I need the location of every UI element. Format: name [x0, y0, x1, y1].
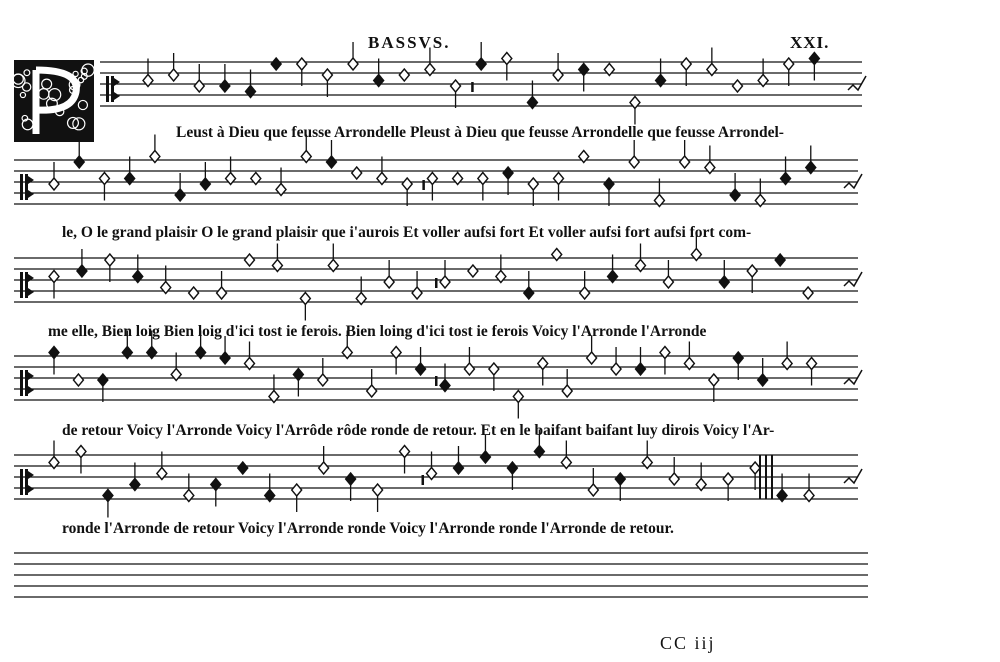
note-head — [189, 287, 199, 299]
note-head — [49, 178, 59, 190]
note-head — [747, 265, 757, 277]
note-head — [552, 249, 562, 261]
note-head — [680, 156, 690, 168]
note-head — [200, 178, 210, 190]
note-head — [804, 490, 814, 502]
note-head — [513, 391, 523, 403]
note-head — [171, 369, 181, 381]
note-head — [750, 462, 760, 474]
note-head — [293, 369, 303, 381]
note-head — [630, 97, 640, 109]
note-head — [681, 58, 691, 70]
note-head — [301, 151, 311, 163]
note-head — [636, 260, 646, 272]
clef-bar — [25, 272, 28, 298]
note-head — [348, 58, 358, 70]
note-head — [425, 64, 435, 76]
note-head — [98, 374, 108, 386]
note-head — [636, 363, 646, 375]
clef-mark — [28, 274, 34, 296]
note-head — [553, 69, 563, 81]
custos-mark — [844, 370, 862, 384]
note-head — [719, 276, 729, 288]
note-head — [579, 64, 589, 76]
rest-mark — [422, 475, 425, 485]
note-head — [105, 254, 115, 266]
note-head — [103, 490, 113, 502]
piece-number: XXI. — [790, 33, 830, 52]
note-head — [194, 80, 204, 92]
note-head — [806, 162, 816, 174]
lyric-line-1: Leust à Dieu que feusse Arrondelle Pleust à Dieu que feusse Arrondelle que feusse Arrondel- — [176, 124, 784, 141]
note-head — [496, 271, 506, 283]
clef-mark — [28, 176, 34, 198]
note-head — [318, 374, 328, 386]
note-head — [271, 58, 281, 70]
note-head — [684, 358, 694, 370]
note-head — [367, 385, 377, 397]
note-head — [276, 184, 286, 196]
note-head — [527, 97, 537, 109]
lyric-line-5: ronde l'Arronde de retour Voicy l'Arronde ronde Voicy l'Arronde ronde l'Arronde de retour. — [62, 520, 674, 537]
clef-bar — [25, 174, 28, 200]
note-head — [660, 347, 670, 359]
note-head — [781, 173, 791, 185]
clef-bar — [25, 469, 28, 495]
clef-mark — [28, 471, 34, 493]
clef-bar — [106, 76, 109, 102]
note-head — [580, 287, 590, 299]
note-head — [269, 391, 279, 403]
note-head — [125, 173, 135, 185]
rest-mark — [422, 180, 425, 190]
note-head — [384, 276, 394, 288]
note-head — [642, 457, 652, 469]
note-head — [391, 347, 401, 359]
note-head — [561, 457, 571, 469]
note-head — [220, 80, 230, 92]
note-head — [122, 347, 132, 359]
note-head — [130, 479, 140, 491]
note-head — [150, 151, 160, 163]
clef-mark — [114, 78, 120, 100]
note-head — [604, 64, 614, 76]
note-head — [451, 80, 461, 92]
note-head — [587, 352, 597, 364]
clef-mark — [28, 372, 34, 394]
note-head — [400, 446, 410, 458]
note-head — [99, 173, 109, 185]
note-head — [49, 457, 59, 469]
note-head — [503, 167, 513, 179]
note-head — [755, 195, 765, 207]
note-head — [342, 347, 352, 359]
note-head — [784, 58, 794, 70]
note-head — [49, 347, 59, 359]
lyric-line-4: de retour Voicy l'Arronde Voicy l'Arrôde rôde ronde de retour. Et en le baifant baifant luy dirois Voicy l'Ar- — [62, 422, 775, 439]
note-head — [807, 358, 817, 370]
note-head — [654, 195, 664, 207]
note-head — [705, 162, 715, 174]
note-head — [346, 473, 356, 485]
note-head — [723, 473, 733, 485]
note-head — [453, 173, 463, 185]
note-head — [196, 347, 206, 359]
clef-bar — [20, 370, 23, 396]
note-head — [528, 178, 538, 190]
voice-part-title: BASSVS. — [368, 33, 451, 52]
note-head — [733, 352, 743, 364]
note-head — [374, 75, 384, 87]
lyric-line-3: me elle, Bien loig Bien loig d'ici tost ie ferois. Bien loing d'ici tost ie ferois Voicy l'Arronde l'Arronde — [48, 323, 707, 340]
note-head — [476, 58, 486, 70]
note-head — [326, 156, 336, 168]
note-head — [709, 374, 719, 386]
note-head — [562, 385, 572, 397]
note-head — [143, 75, 153, 87]
clef-bar — [111, 76, 114, 102]
note-head — [297, 58, 307, 70]
note-head — [322, 69, 332, 81]
note-head — [272, 260, 282, 272]
note-head — [356, 293, 366, 305]
note-head — [73, 374, 83, 386]
note-head — [669, 473, 679, 485]
note-head — [427, 173, 437, 185]
note-head — [588, 484, 598, 496]
note-head — [245, 254, 255, 266]
note-head — [328, 260, 338, 272]
note-head — [502, 53, 512, 65]
note-head — [608, 271, 618, 283]
lyric-line-2: le, O le grand plaisir O le grand plaisir que i'aurois Et voller aufsi fort Et voller aufsi fort aufsi fort com- — [62, 224, 752, 241]
note-head — [265, 490, 275, 502]
note-head — [217, 287, 227, 299]
note-head — [758, 75, 768, 87]
rest-mark — [435, 278, 438, 288]
note-head — [615, 473, 625, 485]
custos-mark — [844, 272, 862, 286]
note-head — [399, 69, 409, 81]
note-head — [157, 468, 167, 480]
note-head — [782, 358, 792, 370]
note-head — [238, 462, 248, 474]
custos-mark — [844, 469, 862, 483]
note-head — [373, 484, 383, 496]
note-head — [464, 363, 474, 375]
clef-bar — [25, 370, 28, 396]
note-head — [427, 468, 437, 480]
note-head — [604, 178, 614, 190]
note-head — [246, 86, 256, 98]
note-head — [292, 484, 302, 496]
note-head — [175, 189, 185, 201]
note-head — [245, 358, 255, 370]
note-head — [74, 156, 84, 168]
note-head — [663, 276, 673, 288]
note-head — [147, 347, 157, 359]
note-head — [524, 287, 534, 299]
custos-mark — [848, 76, 866, 90]
signature-mark: CC iij — [660, 633, 716, 653]
note-head — [468, 265, 478, 277]
note-head — [656, 75, 666, 87]
clef-bar — [20, 174, 23, 200]
note-head — [251, 173, 261, 185]
note-head — [707, 64, 717, 76]
clef-bar — [20, 469, 23, 495]
note-head — [489, 363, 499, 375]
note-head — [76, 446, 86, 458]
rest-mark — [435, 376, 438, 386]
note-head — [611, 363, 621, 375]
note-head — [629, 156, 639, 168]
note-head — [453, 462, 463, 474]
note-head — [691, 249, 701, 261]
note-head — [220, 352, 230, 364]
note-head — [352, 167, 362, 179]
note-head — [803, 287, 813, 299]
note-head — [169, 69, 179, 81]
note-head — [775, 254, 785, 266]
note-head — [402, 178, 412, 190]
note-head — [480, 451, 490, 463]
rest-mark — [471, 82, 474, 92]
note-head — [579, 151, 589, 163]
custos-mark — [844, 174, 862, 188]
note-head — [300, 293, 310, 305]
note-head — [416, 363, 426, 375]
note-head — [440, 380, 450, 392]
note-head — [730, 189, 740, 201]
note-head — [758, 374, 768, 386]
note-head — [554, 173, 564, 185]
note-head — [440, 276, 450, 288]
note-head — [77, 265, 87, 277]
note-head — [377, 173, 387, 185]
note-head — [538, 358, 548, 370]
note-head — [184, 490, 194, 502]
note-head — [534, 446, 544, 458]
note-head — [319, 462, 329, 474]
note-head — [696, 479, 706, 491]
note-head — [133, 271, 143, 283]
note-head — [507, 462, 517, 474]
note-head — [809, 53, 819, 65]
note-head — [412, 287, 422, 299]
clef-bar — [20, 272, 23, 298]
note-head — [226, 173, 236, 185]
note-head — [732, 80, 742, 92]
note-head — [49, 271, 59, 283]
note-head — [161, 282, 171, 294]
note-head — [478, 173, 488, 185]
note-head — [777, 490, 787, 502]
note-head — [211, 479, 221, 491]
